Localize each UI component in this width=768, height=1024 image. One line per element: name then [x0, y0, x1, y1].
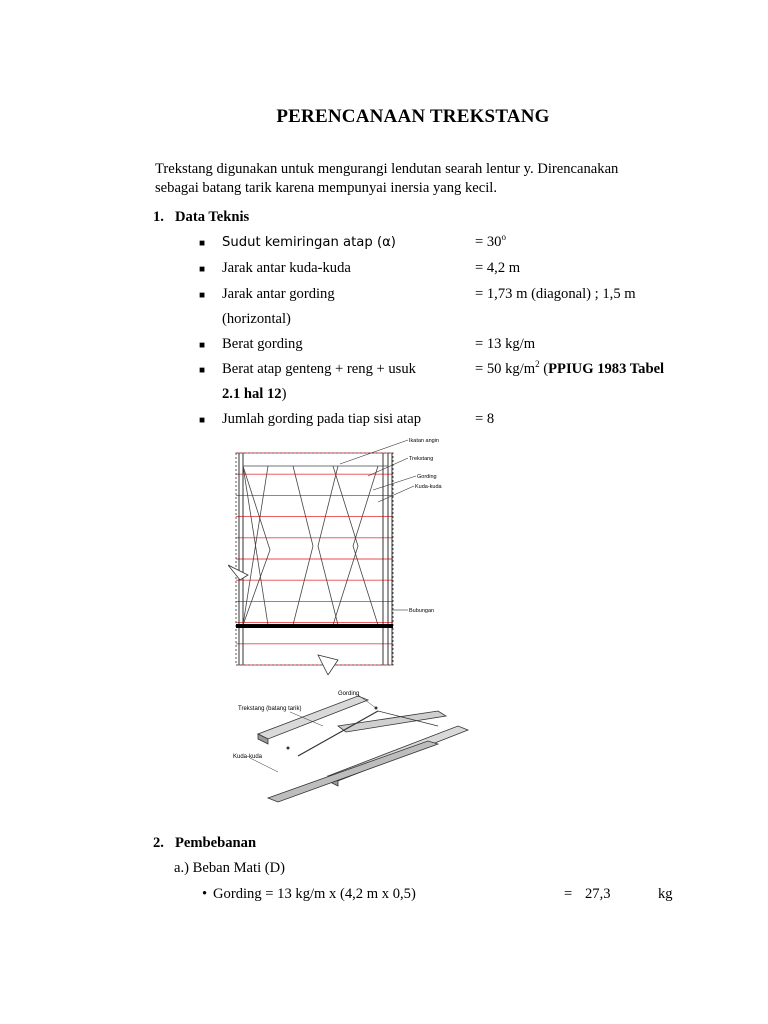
subsection-a: a.) Beban Mati (D) — [174, 860, 286, 876]
value-paren: ) — [281, 386, 287, 402]
intro-paragraph — [155, 160, 695, 198]
purlin-lines — [236, 453, 393, 665]
superscript: 2 — [535, 359, 540, 370]
label-trekstang: Trekstang (batang tarik) — [238, 706, 302, 712]
bullet-icon: ■ — [199, 365, 206, 376]
roof-plan-diagram — [228, 430, 478, 675]
load-label: Gording = 13 kg/m x (4,2 m x 0,5) — [213, 886, 416, 902]
trekstang-detail-diagram — [228, 686, 478, 804]
label-gording: Gording — [417, 474, 437, 480]
section-title: Data Teknis — [175, 209, 250, 225]
bullet-icon: ■ — [199, 415, 206, 426]
item-label: Jumlah gording pada tiap sisi atap — [222, 411, 422, 427]
item-label: Sudut kemiringan atap (α) — [222, 235, 396, 250]
label-gording: Gording — [338, 691, 360, 697]
label-kuda-kuda: Kuda-kuda — [233, 754, 263, 760]
item-value — [475, 361, 664, 378]
bullet-dot: • — [202, 886, 208, 902]
item-label: Berat gording — [222, 336, 303, 352]
label-ikatan-angin: Ikatan angin — [409, 438, 439, 444]
label-kuda-kuda: Kuda-kuda — [415, 484, 442, 490]
bolt — [287, 747, 290, 750]
bullet-icon: ■ — [199, 290, 206, 301]
item-label: Jarak antar gording — [222, 286, 335, 302]
reference-text: 2.1 hal 12 — [222, 386, 282, 402]
item-value — [475, 234, 506, 251]
value-text: = 30 — [475, 234, 502, 250]
item-value: = 4,2 m — [475, 260, 521, 276]
reference-text: PPIUG 1983 Tabel — [548, 361, 665, 377]
item-continuation — [222, 386, 286, 403]
item-label: Berat atap genteng + reng + usuk — [222, 361, 416, 377]
intro-line: sebagai batang tarik karena mempunyai inersia yang kecil. — [155, 180, 498, 196]
bullet-icon: ■ — [199, 264, 206, 275]
section-2-heading — [153, 835, 256, 852]
value-paren: ( — [539, 361, 549, 377]
ridge-line — [236, 624, 393, 628]
equals-sign: = — [564, 886, 573, 902]
value-text: = 50 kg/m — [475, 361, 536, 377]
bullet-icon: ■ — [199, 340, 206, 351]
label-trekstang: Trekstang — [409, 456, 434, 462]
superscript: o — [501, 232, 506, 243]
section-title: Pembebanan — [175, 835, 257, 851]
item-continuation: (horizontal) — [222, 311, 291, 327]
load-unit: kg — [658, 886, 673, 902]
item-label: Jarak antar kuda-kuda — [222, 260, 351, 276]
item-value: = 1,73 m (diagonal) ; 1,5 m — [475, 286, 636, 302]
break-mark-left — [228, 565, 248, 580]
item-value: = 8 — [475, 411, 495, 427]
label-bubungan: Bubungan — [409, 608, 435, 614]
bullet-icon: ■ — [199, 238, 206, 249]
page-title: PERENCANAAN TREKSTANG — [276, 106, 550, 127]
section-1-heading — [153, 209, 249, 226]
section-number: 2. — [153, 835, 164, 851]
item-value: = 13 kg/m — [475, 336, 536, 352]
section-number: 1. — [153, 209, 164, 225]
load-value: 27,3 — [585, 886, 611, 902]
intro-line: Trekstang digunakan untuk mengurangi lendutan searah lentur y. Direncanakan — [155, 161, 619, 177]
rafter-member — [268, 741, 438, 802]
